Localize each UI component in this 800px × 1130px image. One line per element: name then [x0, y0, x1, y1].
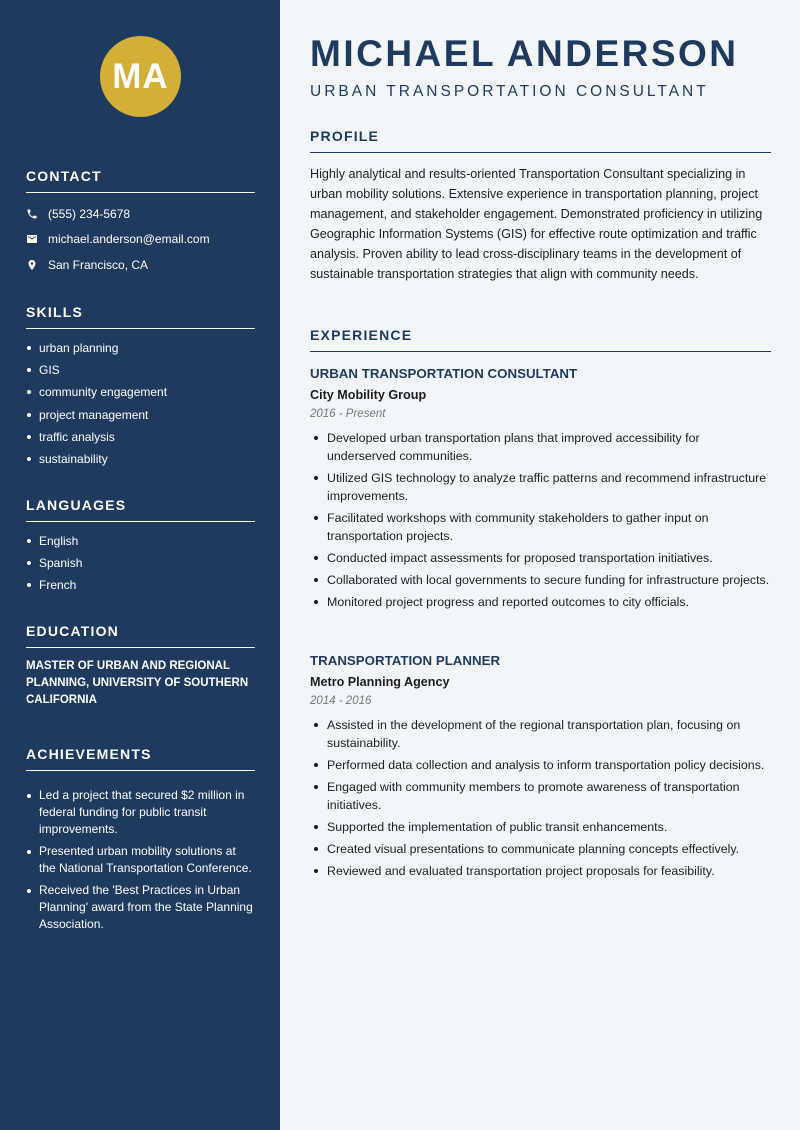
job-bullet: Collaborated with local governments to secure funding for infrastructure projects.	[310, 571, 771, 589]
location-text: San Francisco, CA	[48, 257, 149, 272]
job-bullets	[310, 716, 771, 880]
avatar-initials: MA	[112, 56, 169, 96]
achievement-item: Led a project that secured $2 million in federal funding for public transit improvements.	[26, 787, 255, 838]
education-section	[26, 623, 255, 709]
job-bullets	[310, 429, 771, 611]
achievements-list	[26, 787, 255, 933]
email-text[interactable]: michael.anderson@email.com	[48, 232, 210, 247]
skill-item: GIS	[26, 359, 255, 381]
language-item: French	[26, 574, 255, 596]
job-bullet: Reviewed and evaluated transportation project proposals for feasibility.	[310, 862, 771, 880]
job-bullet: Facilitated workshops with community stakeholders to gather input on transportation projects.	[310, 509, 771, 545]
job-bullet: Assisted in the development of the regional transportation plan, focusing on sustainability.	[310, 716, 771, 752]
candidate-name: MICHAEL ANDERSON	[310, 33, 739, 74]
achievements-heading: ACHIEVEMENTS	[26, 746, 255, 771]
job-entry	[310, 366, 771, 615]
skill-item: traffic analysis	[26, 426, 255, 448]
profile-text: Highly analytical and results-oriented Transportation Consultant specializing in urban mobility solutions. Extensive experience in transportation planning, project management, and stakeholder engagement. Demonstrated proficiency in utilizing Geographic Information Systems (GIS) for effective route optimization and traffic analysis. Proven ability to lead cross-disciplinary teams in the development of sustainable transportation strategies that align with community needs.	[310, 167, 763, 281]
achievement-item: Received the 'Best Practices in Urban Planning' award from the State Planning Association.	[26, 882, 255, 933]
contact-location	[26, 252, 255, 278]
job-bullet: Developed urban transportation plans that improved accessibility for underserved communities.	[310, 429, 771, 465]
job-dates: 2014 - 2016	[310, 695, 372, 707]
job-bullet: Performed data collection and analysis to inform transportation policy decisions.	[310, 756, 771, 774]
job-entry	[310, 653, 771, 884]
education-heading: EDUCATION	[26, 623, 255, 648]
skills-heading: SKILLS	[26, 304, 255, 329]
sidebar	[0, 0, 280, 1130]
experience-heading: EXPERIENCE	[310, 327, 771, 352]
skill-item: project management	[26, 404, 255, 426]
phone-text: (555) 234-5678	[48, 206, 131, 221]
job-bullet: Created visual presentations to communicate planning concepts effectively.	[310, 840, 771, 858]
skills-section	[26, 304, 255, 470]
avatar	[100, 36, 181, 117]
phone-icon	[26, 208, 48, 220]
candidate-title: URBAN TRANSPORTATION CONSULTANT	[310, 83, 709, 100]
job-bullet: Supported the implementation of public transit enhancements.	[310, 818, 771, 836]
language-item: Spanish	[26, 552, 255, 574]
contact-heading: CONTACT	[26, 168, 255, 193]
contact-section	[26, 168, 255, 278]
job-bullet: Engaged with community members to promote awareness of transportation initiatives.	[310, 778, 771, 814]
location-pin-icon	[26, 259, 48, 271]
language-item: English	[26, 530, 255, 552]
skills-list	[26, 337, 255, 470]
profile-heading: PROFILE	[310, 128, 771, 153]
email-icon	[26, 233, 48, 245]
job-company: Metro Planning Agency	[310, 675, 450, 689]
skill-item: urban planning	[26, 337, 255, 359]
languages-heading: LANGUAGES	[26, 497, 255, 522]
job-dates: 2016 - Present	[310, 408, 386, 420]
skill-item: community engagement	[26, 381, 255, 403]
job-title: TRANSPORTATION PLANNER	[310, 653, 501, 668]
skill-item: sustainability	[26, 448, 255, 470]
languages-section	[26, 497, 255, 597]
languages-list	[26, 530, 255, 597]
job-title: URBAN TRANSPORTATION CONSULTANT	[310, 366, 578, 381]
contact-email	[26, 227, 255, 253]
job-bullet: Conducted impact assessments for proposed transportation initiatives.	[310, 549, 771, 567]
job-bullet: Monitored project progress and reported outcomes to city officials.	[310, 593, 771, 611]
achievements-section	[26, 746, 255, 938]
contact-phone	[26, 201, 255, 227]
achievement-item: Presented urban mobility solutions at the National Transportation Conference.	[26, 843, 255, 877]
education-degree: MASTER OF URBAN AND REGIONAL PLANNING, UNIVERSITY OF SOUTHERN CALIFORNIA	[26, 660, 249, 706]
job-bullet: Utilized GIS technology to analyze traffic patterns and recommend infrastructure improvements.	[310, 469, 771, 505]
job-company: City Mobility Group	[310, 388, 427, 402]
